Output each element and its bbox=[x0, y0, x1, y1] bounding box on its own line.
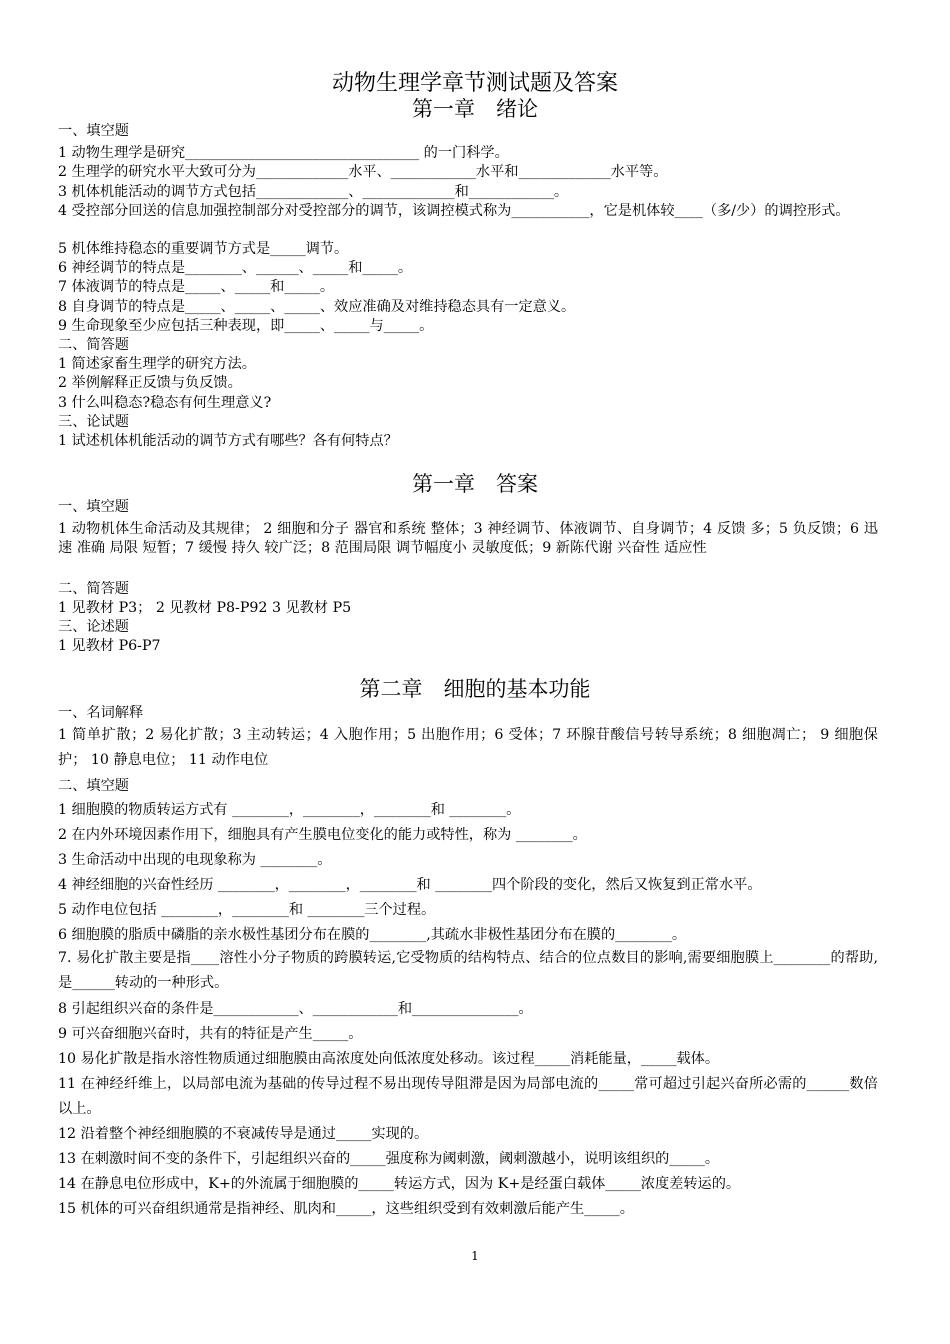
section-heading: 三、论述题 bbox=[58, 619, 129, 635]
section-heading: 二、填空题 bbox=[58, 778, 129, 794]
question-line: 2 举例解释正反馈与负反馈。 bbox=[58, 375, 242, 391]
chapter-2-title: 第二章 细胞的基本功能 bbox=[359, 677, 591, 701]
chapter-1-title: 第一章 绪论 bbox=[412, 97, 538, 121]
question-line: 12 沿着整个神经细胞膜的不衰减传导是通过_____实现的。 bbox=[58, 1126, 429, 1142]
question-line: 5 动作电位包括 ________，________和 ________三个过程。 bbox=[58, 902, 436, 918]
document-title: 动物生理学章节测试题及答案 bbox=[331, 71, 618, 96]
section-heading: 一、填空题 bbox=[58, 499, 129, 515]
section-heading: 一、填空题 bbox=[58, 123, 129, 139]
question-line: 6 细胞膜的脂质中磷脂的亲水极性基团分布在膜的________,其疏水非极性基团分布在膜的________。 bbox=[58, 927, 687, 943]
answer-line: 1 见教材 P3； 2 见教材 P8-P92 3 见教材 P5 bbox=[58, 600, 352, 616]
question-line: 5 机体维持稳态的重要调节方式是_____调节。 bbox=[58, 241, 349, 257]
question-line: 3 生命活动中出现的电现象称为 ________。 bbox=[58, 852, 332, 868]
question-line: 7. 易化扩散主要是指____溶性小分子物质的跨膜转运,它受物质的结构特点、结合的位点数目的影响,需要细胞膜上________的帮助, 是______转动的一种形式。 bbox=[58, 950, 878, 991]
question-line: 1 动物生理学是研究_________________________________ 的一门科学。 bbox=[58, 145, 509, 161]
question-line: 4 神经细胞的兴奋性经历 ________，________，________和 ________四个阶段的变化，然后又恢复到正常水平。 bbox=[58, 877, 762, 893]
term-list: 1 简单扩散；2 易化扩散；3 主动转运；4 入胞作用；5 出胞作用；6 受体；7 环腺苷酸信号转导系统；8 细胞凋亡； 9 细胞保护； 10 静息电位； 11 动作电位 bbox=[58, 727, 878, 768]
question-line: 10 易化扩散是指水溶性物质通过细胞膜由高浓度处向低浓度处移动。该过程_____消耗能量，_____载体。 bbox=[58, 1051, 720, 1067]
question-line: 4 受控部分回送的信息加强控制部分对受控部分的调节，该调控模式称为___________，它是机体较____（多/少）的调控形式。 bbox=[58, 203, 850, 219]
question-line: 15 机体的可兴奋组织通常是指神经、肌肉和_____，这些组织受到有效刺激后能产生_____。 bbox=[58, 1201, 634, 1217]
question-line: 1 试述机体机能活动的调节方式有哪些？各有何特点？ bbox=[58, 433, 398, 449]
question-line: 8 引起组织兴奋的条件是____________、____________和_______________。 bbox=[58, 1001, 533, 1017]
section-heading: 一、名词解释 bbox=[58, 705, 144, 721]
question-line: 1 简述家畜生理学的研究方法。 bbox=[58, 356, 256, 372]
page-number: 1 bbox=[471, 1249, 479, 1263]
question-line: 7 体液调节的特点是_____、_____和_____。 bbox=[58, 279, 335, 295]
question-line: 9 可兴奋细胞兴奋时，共有的特征是产生_____。 bbox=[58, 1026, 363, 1042]
answer-1-title: 第一章 答案 bbox=[412, 472, 538, 496]
section-heading: 三、论试题 bbox=[58, 414, 129, 430]
answer-line: 1 见教材 P6-P7 bbox=[58, 638, 161, 654]
question-line: 1 细胞膜的物质转运方式有 ________，________，________和 ________。 bbox=[58, 802, 521, 818]
question-line: 3 什么叫稳态?稳态有何生理意义? bbox=[58, 395, 272, 411]
section-heading: 二、简答题 bbox=[58, 581, 129, 597]
section-heading: 二、简答题 bbox=[58, 337, 129, 353]
question-line: 2 在内外环境因素作用下，细胞具有产生膜电位变化的能力或特性，称为 ________。 bbox=[58, 827, 587, 843]
question-line: 13 在刺激时间不变的条件下，引起组织兴奋的_____强度称为阈刺激，阈刺激越小，说明该组织的_____。 bbox=[58, 1151, 720, 1167]
question-line: 8 自身调节的特点是_____、_____、_____、效应准确及对维持稳态具有一定意义。 bbox=[58, 299, 576, 315]
question-line: 2 生理学的研究水平大致可分为_____________水平、____________水平和_____________水平等。 bbox=[58, 164, 668, 180]
question-line: 9 生命现象至少应包括三种表现，即_____、_____与_____。 bbox=[58, 318, 434, 334]
answer-paragraph: 1 动物机体生命活动及其规律； 2 细胞和分子 器官和系统 整体；3 神经调节、体液调节、自身调节；4 反馈 多；5 负反馈；6 迅速 准确 局限 短暂；7 缓慢 持久 较广泛；8 范围局限 调节幅度小 灵敏度低；9 新陈代谢 兴奋性 适应性 bbox=[58, 521, 878, 556]
question-line: 3 机体机能活动的调节方式包括_____________、_____________和____________。 bbox=[58, 184, 569, 200]
question-line: 11 在神经纤维上，以局部电流为基础的传导过程不易出现传导阻滞是因为局部电流的_____常可超过引起兴奋所必需的______数倍以上。 bbox=[58, 1076, 878, 1117]
question-line: 6 神经调节的特点是________、______、_____和_____。 bbox=[58, 260, 413, 276]
question-line: 14 在静息电位形成中，K+的外流属于细胞膜的_____转运方式，因为 K+是经蛋白载体_____浓度差转运的。 bbox=[58, 1176, 741, 1192]
